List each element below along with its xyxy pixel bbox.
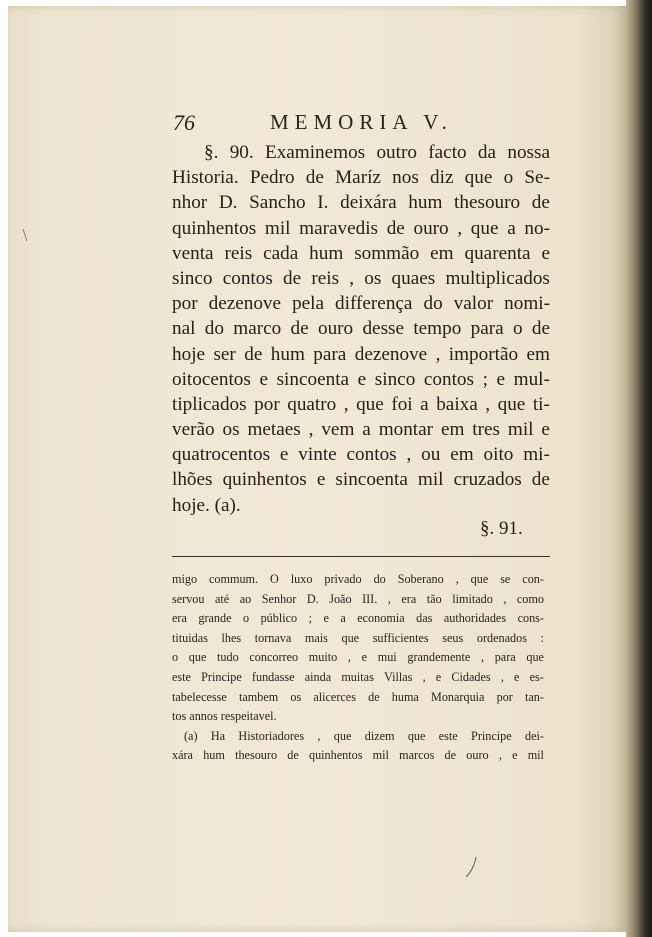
body-word: de [531, 192, 550, 214]
margin-mark-icon [22, 228, 28, 242]
footnote-word: e [323, 611, 329, 626]
body-word: Pedro [249, 167, 295, 189]
footnote-word: grande [198, 611, 232, 626]
body-line [172, 316, 550, 341]
body-word: a [362, 419, 371, 441]
body-word: do [204, 318, 224, 340]
body-word: montar [378, 419, 434, 441]
footnote-word: fundasse [251, 669, 295, 684]
footnote-word: ordenados [476, 630, 527, 645]
body-word: e [316, 469, 326, 491]
footnote-word: sufficientes [372, 630, 429, 645]
body-text [172, 140, 550, 518]
footnote-line [172, 668, 544, 688]
footnote-word: limitado [452, 591, 493, 606]
body-word: quinhentos [222, 469, 307, 491]
body-word: marco [233, 318, 282, 340]
footnote-word: ao [239, 591, 252, 606]
footnote-word: muito [308, 650, 338, 665]
body-word: mil [507, 419, 534, 441]
body-word: oito [483, 444, 514, 466]
body-word: quatro [287, 393, 337, 415]
footnote-word: muitas [341, 669, 374, 684]
body-word: sinco [172, 267, 213, 289]
footnote-word: commum. [209, 572, 259, 586]
body-word: differença [335, 293, 413, 315]
footnote-word: que [470, 572, 489, 586]
footnote-word: das [416, 611, 433, 626]
footnote-word: ainda [304, 669, 332, 684]
body-line [172, 291, 550, 316]
footnote-word: Cidades [451, 669, 491, 684]
footnote-word: tos [172, 709, 187, 724]
running-head: MEMORIA V. [270, 110, 453, 134]
body-word: quaes [391, 267, 436, 289]
footnote-word: como [516, 591, 544, 606]
footnote-word: e [512, 748, 518, 763]
footnote-word: os [290, 689, 302, 704]
footnote-word: quinhentos [308, 748, 363, 763]
footnote-word: , [422, 669, 426, 684]
catchword: §. 91. [480, 518, 523, 539]
body-line [172, 392, 550, 417]
body-word: e [541, 242, 550, 264]
footnote-word: e [361, 650, 368, 665]
footnote-word: de [287, 748, 299, 763]
body-word: deixára [340, 192, 397, 214]
body-word: por [254, 393, 280, 415]
body-word: multiplicados [445, 267, 550, 289]
body-word: hum [408, 192, 443, 214]
body-word: os [222, 419, 240, 441]
footnote-word: tituidas [172, 630, 208, 645]
body-word: nossa [507, 142, 550, 163]
body-word: ou [421, 444, 441, 466]
footnote-word: III. [362, 591, 378, 606]
footnote-word: , [347, 650, 351, 665]
body-word: tempo [413, 318, 462, 340]
body-word: contos [222, 267, 273, 289]
body-word: desse [362, 318, 405, 340]
body-word: foi [391, 393, 413, 415]
body-word: dezenove [354, 343, 428, 365]
footnote-word: dei- [525, 728, 544, 743]
footnote-word: , [387, 591, 391, 606]
footnote-line [172, 629, 544, 649]
footnote-word: João [329, 591, 352, 606]
footnote-word: mil [527, 748, 544, 763]
body-word: D. [218, 192, 238, 214]
body-word: quatrocentos [172, 444, 271, 466]
body-word: outro [376, 142, 417, 163]
body-word: , [457, 217, 463, 239]
body-word: mul- [513, 368, 550, 390]
body-word: , [308, 419, 314, 441]
footnote-word: público [260, 611, 298, 626]
body-word: baixa [436, 393, 478, 415]
body-word: em [430, 242, 454, 264]
body-line [172, 216, 550, 241]
body-word: a [420, 393, 429, 415]
body-word: mil [264, 217, 291, 239]
footnote-word: huma [391, 689, 419, 704]
body-line [172, 241, 550, 266]
footnote-word: Monarquia [430, 689, 485, 704]
body-word: e [279, 444, 289, 466]
footnote-word: economia [357, 611, 405, 626]
body-word: quarenta [464, 242, 531, 264]
body-word: verão [172, 419, 215, 441]
body-word: nos [392, 167, 419, 189]
footnote-word: hum [203, 748, 225, 763]
footnote-word: de [368, 689, 380, 704]
footnote-word: tabelecesse [172, 689, 227, 704]
body-word: sincoenta [335, 469, 408, 491]
footnote-word: con- [522, 572, 544, 586]
footnote-word: Historiadores [238, 728, 305, 743]
body-word: de [244, 343, 263, 365]
footnote-word: mais [304, 630, 328, 645]
body-word: ser [213, 343, 236, 365]
footnote-word: seus [442, 630, 464, 645]
footnote-line [172, 746, 544, 766]
footnote-word: se [500, 572, 511, 586]
footnote-word: Ha [210, 728, 226, 743]
body-word: hum [270, 343, 305, 365]
footnote-word: ouro [466, 748, 489, 763]
footnote-word: luxo [290, 572, 313, 586]
body-word: da [477, 142, 497, 163]
footnote-word: tão [426, 591, 442, 606]
footnote-word: mil [372, 748, 389, 763]
footnote-word: Principe [471, 728, 512, 743]
body-word: vem [321, 419, 355, 441]
body-word: que [464, 167, 493, 189]
body-word: nal [172, 318, 196, 340]
footnote-word: cons- [517, 611, 544, 626]
footnote-word: o [243, 611, 250, 626]
body-word: contos [346, 444, 397, 466]
footnote-word: privado [324, 572, 362, 586]
body-word: do [423, 293, 443, 315]
body-line [172, 367, 550, 392]
body-word: importão [448, 343, 519, 365]
body-word: valor [453, 293, 494, 315]
body-word: de [305, 167, 324, 189]
body-word: I. [317, 192, 329, 214]
body-line [172, 342, 550, 367]
footnote-word: dizem [364, 728, 395, 743]
footnote-line [172, 688, 544, 708]
page-header [0, 110, 652, 142]
body-word: e [541, 419, 550, 441]
footnote-word: D. [306, 591, 319, 606]
footnote-word: Senhor [261, 591, 297, 606]
body-word: hum [309, 242, 344, 264]
body-word: Maríz [335, 167, 381, 189]
footnote-word: servou [172, 591, 205, 606]
footnote-word: annos [189, 709, 218, 724]
body-line [172, 467, 550, 492]
body-word: em [440, 419, 465, 441]
body-line [172, 190, 550, 215]
footnote-word: do [373, 572, 386, 586]
body-word: Sancho [249, 192, 306, 214]
footnote-word: e [435, 669, 442, 684]
body-word: contos [423, 368, 474, 390]
footnote-word: ; [308, 611, 312, 626]
body-word: Se- [524, 167, 550, 189]
footnote-word: Villas [384, 669, 413, 684]
body-word: no- [524, 217, 550, 239]
body-word: reis [224, 242, 253, 264]
body-line [172, 442, 550, 467]
body-word: , [406, 444, 412, 466]
footnote-word: , [480, 650, 485, 665]
body-word: metaes [247, 419, 301, 441]
footnote-word: este [172, 669, 191, 684]
body-word: thesouro [454, 192, 521, 214]
body-word: de [531, 318, 550, 340]
body-word: 90. [229, 142, 254, 163]
footnote-word: , [317, 728, 321, 743]
body-word: , [435, 343, 441, 365]
body-word: , [349, 267, 355, 289]
footnote-word: marcos [399, 748, 435, 763]
footnote-word: authoridades [443, 611, 507, 626]
body-word: tres [472, 419, 500, 441]
footnote-word: para [494, 650, 516, 665]
footnote-word: a [340, 611, 346, 626]
body-word: , [343, 393, 349, 415]
body-word: que [356, 393, 384, 415]
footnote-word: O [270, 572, 279, 586]
body-word: oitocentos [172, 368, 251, 390]
footnote-word: mui [377, 650, 397, 665]
body-word: para [313, 343, 347, 365]
footnote-line [172, 648, 544, 668]
footnote-word: por [496, 689, 513, 704]
footnote-word: alicerces [313, 689, 356, 704]
body-word: pela [292, 293, 325, 315]
body-word: ; [482, 368, 488, 390]
body-word: nomi- [504, 293, 550, 315]
footnote-word: tudo [217, 650, 239, 665]
body-word: quinhentos [172, 217, 257, 239]
page-number: 76 [173, 110, 195, 135]
body-word: venta [172, 242, 214, 264]
footnote-word: concorreo [249, 650, 299, 665]
footnote-line [172, 590, 544, 610]
body-word: de [386, 217, 405, 239]
body-word: cruzados [453, 469, 522, 491]
footnote-line [172, 707, 544, 727]
body-word: e [357, 368, 367, 390]
footnote-line [172, 727, 544, 747]
footnote-line [172, 570, 544, 590]
footnote-word: até [215, 591, 230, 606]
footnote-word: tan- [525, 689, 544, 704]
footnote-word: era [401, 591, 417, 606]
footnote-word: , [500, 669, 504, 684]
body-word: , [485, 393, 491, 415]
body-word: ouro [317, 318, 354, 340]
body-word: Historia. [172, 167, 239, 189]
body-word: dezenove [208, 293, 282, 315]
footnote-word: tambem [238, 689, 279, 704]
body-word: tiplicados [172, 393, 247, 415]
footnote-word: que [333, 728, 352, 743]
footnote-word: migo [172, 572, 198, 586]
footnote-word: , [498, 748, 502, 763]
body-word: o [503, 167, 514, 189]
body-line [172, 165, 550, 190]
body-word: de [290, 318, 309, 340]
footnote-word: de [444, 748, 457, 763]
body-word: o [512, 318, 523, 340]
footnote-word: que [341, 630, 360, 645]
body-word: que [497, 393, 526, 415]
footnote-word: era [172, 611, 187, 626]
body-word: ouro [413, 217, 449, 239]
body-word: ti- [532, 393, 550, 415]
footnote-word: thesouro [235, 748, 278, 763]
body-line [172, 266, 550, 291]
body-word: e [259, 368, 268, 390]
body-word: lhões [172, 469, 213, 491]
body-word: de [283, 267, 302, 289]
footnote-word: o [172, 650, 179, 665]
body-word: reis [311, 267, 340, 289]
body-word: que [470, 217, 499, 239]
footnote-word: , [455, 572, 459, 586]
ink-mark-icon [462, 855, 482, 879]
footnote-word: Soberano [397, 572, 444, 586]
footnote-word: que [407, 728, 426, 743]
body-word: em [450, 444, 474, 466]
body-line [172, 493, 550, 518]
body-word: Examinemos [264, 142, 366, 163]
body-line [172, 140, 550, 165]
footnote-word: , [503, 591, 507, 606]
body-word: vinte [298, 444, 337, 466]
body-word: hoje [172, 343, 206, 365]
body-word: e [496, 368, 506, 390]
body-word: facto [428, 142, 467, 163]
body-word: §. [204, 142, 219, 163]
footnote-word: e [514, 669, 520, 684]
footnote-word: Principe [201, 669, 242, 684]
body-word: diz [430, 167, 454, 189]
body-word: sommão [354, 242, 420, 264]
footnote-word: xára [172, 748, 193, 763]
body-word: em [526, 343, 550, 365]
footnote-word: tornava [254, 630, 292, 645]
body-line [172, 417, 550, 442]
footnote-word: que [526, 650, 544, 665]
body-word: (a). [214, 494, 241, 516]
footnote-word: es- [529, 669, 544, 684]
footnote-word: grandemente [407, 650, 471, 665]
body-word: nhor [172, 192, 208, 214]
footnote-rule [172, 556, 550, 557]
body-word: mil [417, 469, 444, 491]
footnote-word: respeitavel. [220, 709, 277, 724]
body-word: a [507, 217, 516, 239]
body-word: maravedis [299, 217, 379, 239]
body-word: mi- [523, 444, 550, 466]
footnote-line [172, 609, 544, 629]
footnote-word: lhes [221, 630, 242, 645]
body-word: de [531, 469, 550, 491]
body-word: sincoenta [276, 368, 350, 390]
body-word: para [470, 318, 504, 340]
footnote-word: este [438, 728, 458, 743]
body-word: por [172, 293, 198, 315]
body-word: sinco [374, 368, 416, 390]
footnote-word: : [540, 630, 544, 645]
body-word: os [364, 267, 382, 289]
body-word: cada [263, 242, 299, 264]
footnote-word: que [188, 650, 207, 665]
footnotes [172, 570, 544, 766]
body-word: hoje. [172, 494, 210, 516]
footnote-word: (a) [184, 728, 198, 743]
